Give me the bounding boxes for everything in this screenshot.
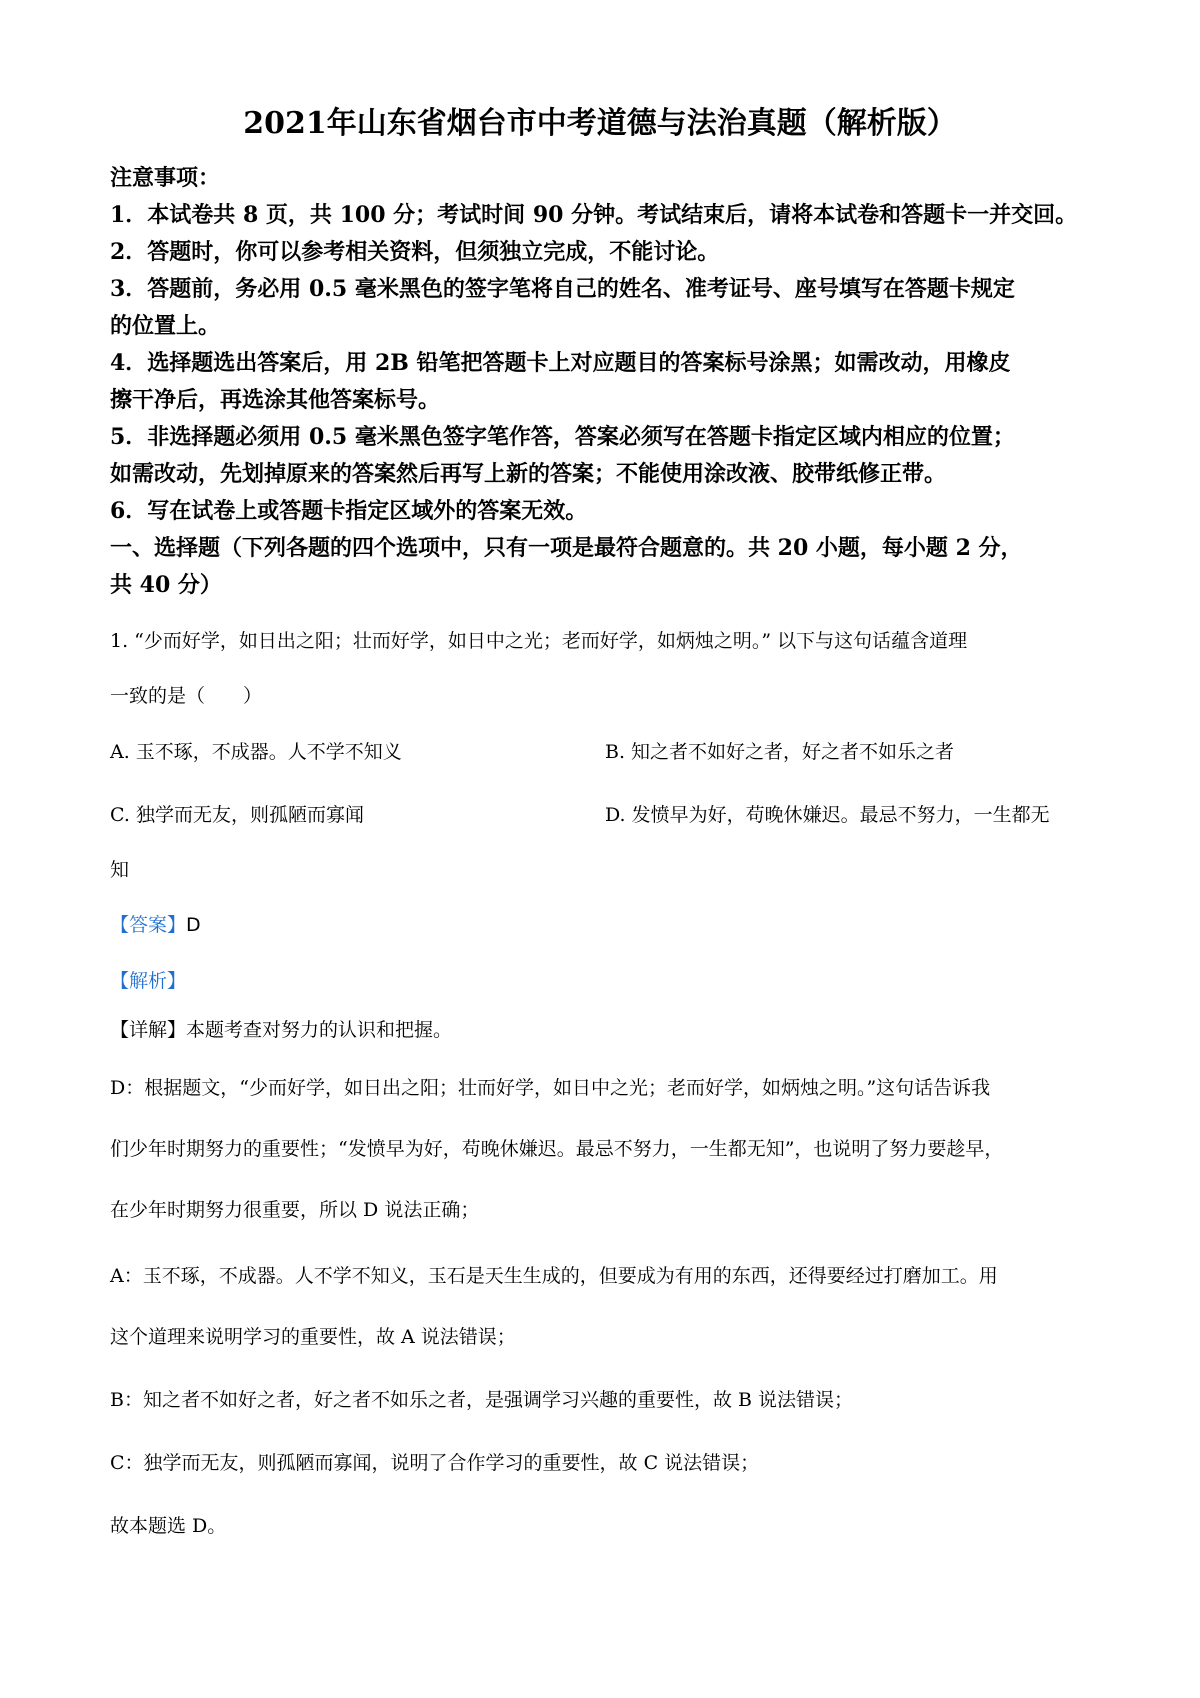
answer-line <box>110 910 201 937</box>
notes-item: 1．本试卷共 8 页，共 100 分；考试时间 90 分钟。考试结束后，请将本试卷和答题卡一并交回。 <box>110 202 1078 228</box>
question-stem: 1. “少而好学，如日出之阳；壮而好学，如日中之光；老而好学，如炳烛之明。” 以下与这句话蕴含道理 <box>110 630 968 652</box>
analysis-line: C：独学而无友，则孤陋而寡闻，说明了合作学习的重要性，故 C 说法错误； <box>110 1452 760 1474</box>
notes-section <box>110 160 1110 604</box>
answer-value: D <box>186 914 201 936</box>
notes-item: 擦干净后，再选涂其他答案标号。 <box>110 387 441 413</box>
notes-heading: 注意事项： <box>110 165 221 191</box>
question-stem-cont: 一致的是（ ） <box>110 685 263 707</box>
option-a: A. 玉不琢，不成器。人不学不知义 <box>110 741 402 763</box>
analysis-line: A：玉不琢，不成器。人不学不知义，玉石是天生生成的，但要成为有用的东西，还得要经过打磨加工。用 <box>110 1265 998 1287</box>
notes-item: 5．非选择题必须用 0.5 毫米黑色签字笔作答，答案必须写在答题卡指定区域内相应的位置； <box>110 424 1015 450</box>
page-title: 2021年山东省烟台市中考道德与法治真题（解析版） <box>243 106 957 141</box>
option-c: C. 独学而无友，则孤陋而寡闻 <box>110 804 364 826</box>
notes-item: 6．写在试卷上或答题卡指定区域外的答案无效。 <box>110 498 588 524</box>
section-heading: 一、选择题（下列各题的四个选项中，只有一项是最符合题意的。共 20 小题，每小题 2 分， <box>110 535 1023 561</box>
option-b: B. 知之者不如好之者，好之者不如乐之者 <box>605 741 955 763</box>
section-heading-cont: 共 40 分） <box>110 572 222 598</box>
analysis-line: 在少年时期努力很重要，所以 D 说法正确； <box>110 1199 480 1221</box>
option-d: D. 发愤早为好，苟晚休嫌迟。最忌不努力，一生都无 <box>605 804 1050 826</box>
analysis-line: 们少年时期努力的重要性；“发愤早为好，苟晚休嫌迟。最忌不努力，一生都无知”，也说明了努力要趁早， <box>110 1138 1004 1160</box>
notes-item: 3．答题前，务必用 0.5 毫米黑色的签字笔将自己的姓名、准考证号、座号填写在答题卡规定 <box>110 276 1015 302</box>
answer-label: 【答案】 <box>110 914 187 936</box>
notes-item: 2．答题时，你可以参考相关资料，但须独立完成，不能讨论。 <box>110 239 720 265</box>
notes-item: 如需改动，先划掉原来的答案然后再写上新的答案；不能使用涂改液、胶带纸修正带。 <box>110 461 947 487</box>
analysis-label: 【解析】 <box>110 970 187 992</box>
analysis-line: B：知之者不如好之者，好之者不如乐之者，是强调学习兴趣的重要性，故 B 说法错误； <box>110 1389 854 1411</box>
notes-item: 的位置上。 <box>110 313 221 339</box>
analysis-line: D：根据题文，“少而好学，如日出之阳；壮而好学，如日中之光；老而好学，如炳烛之明。”这句话告诉我 <box>110 1077 991 1099</box>
analysis-line: 故本题选 D。 <box>110 1515 227 1537</box>
option-d-cont: 知 <box>110 859 130 881</box>
notes-item: 4．选择题选出答案后，用 2B 铅笔把答题卡上对应题目的答案标号涂黑；如需改动，用橡皮 <box>110 350 1011 376</box>
analysis-line: 这个道理来说明学习的重要性，故 A 说法错误； <box>110 1326 516 1348</box>
analysis-line: 【详解】本题考查对努力的认识和把握。 <box>110 1019 453 1041</box>
